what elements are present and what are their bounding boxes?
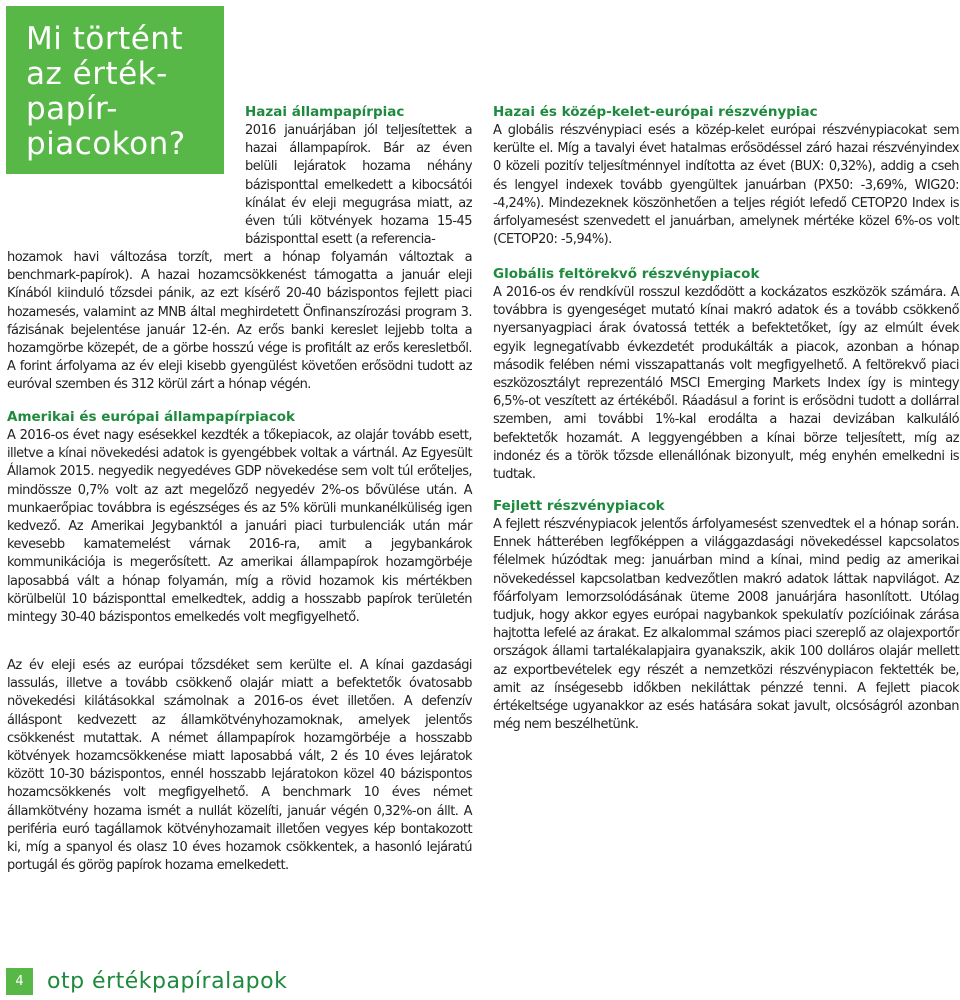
paragraph-hazai-allampapirpiac: hozamok havi változása torzít, mert a hónap folyamán változtak a benchmark-papírok). A hazai hozamcsökkenést támogatta a január eleji Kínából kiinduló tőzsdei pánik, az ezt kísérő 20-40 bázispontos fejlett piaci hozamesés, valamint az MNB által meghirdetett Önfinanszírozási program 3. fázisának bejelentése január 12-én. Az erős banki kereslet lejjebb tolta a hozamgörbe közepét, de a görbe hosszú vége is profitált az erős keresletből. A forint árfolyama az év eleji kisebb gyengülést követően erősödni tudott az euróval szemben és 312 körül zárt a hónap végén. <box>7 250 472 393</box>
heading-fejlett-reszvenypiacok: Fejlett részvénypiacok <box>493 498 665 514</box>
heading-amerikai-europai-allampapirpiacok: Amerikai és európai állampapírpiacok <box>7 409 295 425</box>
heading-globalis-feltorekvo-reszvenypiacok: Globális feltörekvő részvénypiacok <box>493 266 760 282</box>
heading-hazai-kke-reszvenypiac: Hazai és közép-kelet-európai részvénypiac <box>493 104 818 120</box>
page-number: 4 <box>6 968 33 995</box>
footer-brand: otp értékpapíralapok <box>47 969 288 994</box>
paragraph-hazai-allampapirpiac-intro: 2016 januárjában jól teljesítettek a hazai állampapírok. Bár az éven belüli lejáratok hozama néhány bázisponttal emelkedett a kibocsátói kínálat év eleji megugrása miatt, az éven túli kötvények hozama 15-45 bázisponttal esett (a referencia- <box>245 123 472 248</box>
paragraph-europai-allampapirpiacok: Az év eleji esés az európai tőzsdéket sem kerülte el. A kínai gazdasági lassulás, illetve a tovább csökkenő olajár miatt a befektetők óvatosabb növekedési kilátásokkal számolnak a 2016-os évet illetően. A defenzív álláspont kedvezett az államkötvényhozamoknak, amelyek jelentős csökkenést mutattak. A német állampapírok hozamgörbéje a hosszabb kötvények hozamcsökkenése miatt laposabbá vált, 2 és 10 éves lejáratok között 10-30 bázispontos, ennél hosszabb lejáratokon közel 40 bázispontos hozamcsökkenés volt megfigyelhető. A benchmark 10 éves német államkötvény hozama ismét a nullát közelíti, január végén 0,32%-on állt. A periféria euró tagállamok kötvényhozamait illetően vegyes kép bontakozott ki, míg a spanyol és olasz 10 éves hozamok csökkentek, a hasonló lejáratú portugál és görög papírok hozama emelkedett. <box>7 658 472 874</box>
heading-hazai-allampapirpiac: Hazai állampapírpiac <box>245 104 405 120</box>
page-title: Mi történt az érték- papír- piacokon? <box>26 21 186 162</box>
paragraph-hazai-kke-reszvenypiac: A globális részvénypiaci esés a közép-kelet európai részvénypiacokat sem kerülte el. Míg a tavalyi évet hatalmas erősödéssel záró hazai részvényindex 0 közeli pozitív teljesítménnyel indította az évet (BUX: 0,32%), addig a cseh és lengyel indexek tovább gyengültek januárban (PX50: -3,69%, WIG20: -4,24%). Mindezeknek köszönhetően a teljes régiót lefedő CETOP20 Index is árfolyamesést szenvedett el januárban, amelynek mértéke közel 6%-os volt (CETOP20: -5,94%). <box>493 123 959 248</box>
paragraph-amerikai-allampapirpiacok: A 2016-os évet nagy esésekkel kezdték a tőkepiacok, az olajár tovább esett, illetve a kínai növekedési adatok is gyengébbek voltak a vártnál. Az Egyesült Államok 2015. negyedik negyedéves GDP növekedése sem volt túl erőteljes, mindössze 0,7% volt az azt megelőző negyedév 2%-os bővülése után. A munkaerőpiac továbbra is egészséges és az 5% körüli munkanélküliség igen kedvező. Az Amerikai Jegybanktól a januári piaci turbulenciák után már kevesebb kamatemelést várnak 2016-ra, amit a jegybankárok kommunikációja is megerősített. Az amerikai állampapírok hozamgörbéje laposabbá vált a hónap folyamán, míg a rövid hozamok kis mértékben körülbelül 10 bázisponttal emelkedtek, addig a hosszabb papírok területén mintegy 30-40 bázispontos emelkedés volt megfigyelhető. <box>7 428 472 626</box>
paragraph-fejlett-reszvenypiacok: A fejlett részvénypiacok jelentős árfolyamesést szenvedtek el a hónap során. Ennek hátterében legfőképpen a világgazdasági növekedéssel kapcsolatos félelmek húzódtak meg: januárban mind a kínai, mind pedig az amerikai növekedéssel kapcsolatban kedvezőtlen makró adatok láttak napvilágot. Az főárfolyam lemorzsolódásának üteme 2008 januárjára hasonlított. Utólag tudjuk, hogy akkor egyes európai nagybankok spekulatív pozícióinak zárása hajtotta lefelé az árakat. Ez alkalommal számos piaci szereplő az olajexportőr országok állami tartalékalapjaira gyanakszik, akik 100 dolláros olajár mellett az exportbevételek egy részét a nemzetközi részvénypiacon fektették be, amit az ínségesebb időkben nekiláttak pénzzé tenni. A fejlett piacok értékeltsége ugyanakkor az esés hatására sokat javult, olcsóságról azonban még nem beszélhetünk. <box>493 517 959 733</box>
paragraph-globalis-feltorekvo-reszvenypiacok: A 2016-os év rendkívül rosszul kezdődött a kockázatos eszközök számára. A továbbra is gyengeséget mutató kínai makró adatok és a tovább csökkenő nyersanyagpiaci árak óvatossá tették a befektetőket, így az elmúlt évek egyik legnegatívabb évkezdetét produkálták a piacok, azonban a hónap második felében némi visszapattanás volt megfigyelhető. A feltörekvő piaci eszközosztályt reprezentáló MSCI Emerging Markets Index így is mintegy 6,5%-ot veszített az értékéből. Ráadásul a forint is erősödni tudott a dollárral szemben, ami további 1%-kal erodálta a hazai devizában kalkuláló befektetők hozamát. A leggyengébben a kínai börze teljesített, míg az indonéz és a török tőzsde ellenállónak bizonyult, még enyhén emelkedni is tudtak. <box>493 285 959 483</box>
